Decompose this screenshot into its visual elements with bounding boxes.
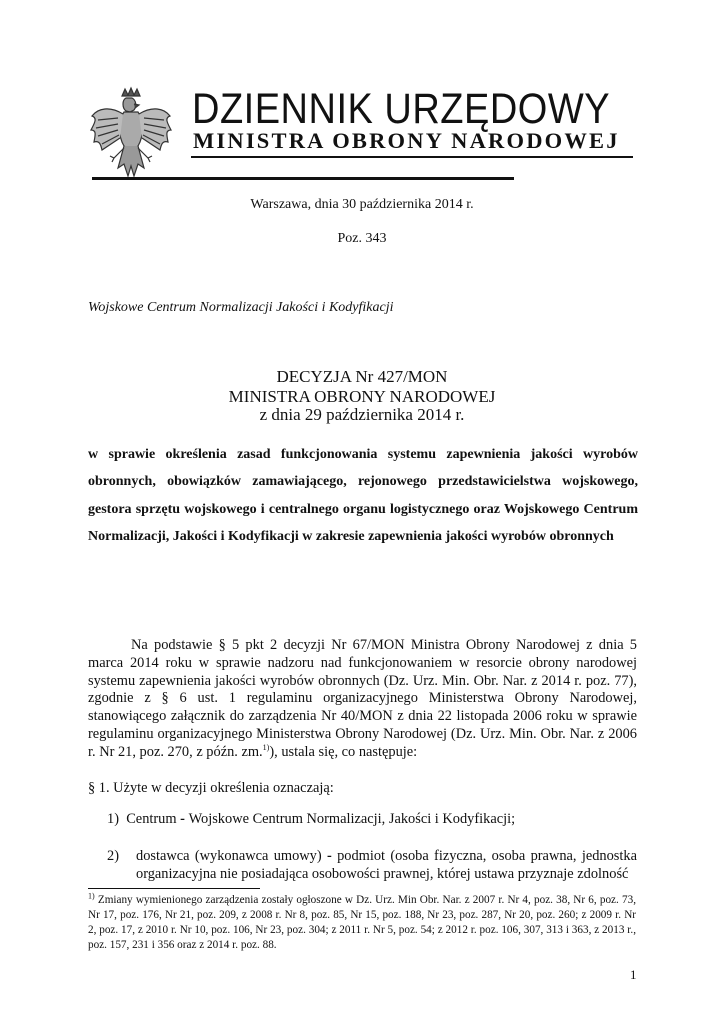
definition-item <box>107 848 637 884</box>
section-1-heading: § 1. Użyte w decyzji określenia oznaczają: <box>88 780 334 796</box>
legal-basis-text: Na podstawie § 5 pkt 2 decyzji Nr 67/MON Ministra Obrony Narodowej z dnia 5 marca 2014 roku w sprawie nadzoru nad funkcjonowaniem w resorcie obrony narodowej systemu zapewnienia jakości wyrobów obronnych (Dz. Urz. Min. Obr. Nar. z 2014 r. poz. 77), zgodnie z § 6 ust. 1 regulaminu organizacyjnego Ministerstwa Obrony Narodowej, stanowiącego załącznik do zarządzenia Nr 40/MON z dnia 22 listopada 2006 roku w sprawie regulaminu organizacyjnego Ministerstwa Obrony Narodowej (Dz. Urz. Min. Obr. Nar. z 2006 r. Nr 21, poz. 270, z późn. zm. <box>88 637 637 760</box>
header-divider <box>92 177 514 180</box>
polish-eagle-emblem-icon <box>88 86 174 182</box>
decision-subject: w sprawie określenia zasad funkcjonowania systemu zapewnienia jakości wyrobów obronnych, obowiązków zamawiającego, rejonowego przedstawicielstwa wojskowego, gestora sprzętu wojskowego i centralnego organu logistycznego oraz Wojskowego Centrum Normalizacji, Jakości i Kodyfikacji w zakresie zapewnienia jakości wyrobów obronnych <box>88 447 638 545</box>
item-number: 1) <box>107 811 119 827</box>
footnote-divider <box>88 888 260 889</box>
item-number: 2) <box>107 848 119 864</box>
footnote-reference: 1) <box>262 742 270 752</box>
definition-item <box>107 811 515 828</box>
legal-basis-paragraph <box>88 637 637 762</box>
decision-issuer: MINISTRA OBRONY NARODOWEJ <box>228 387 496 406</box>
footnote <box>88 893 636 953</box>
decision-number: DECYZJA Nr 427/MON <box>276 367 448 386</box>
item-term: Centrum <box>126 811 177 827</box>
masthead-divider <box>191 156 633 158</box>
legal-basis-ending: ), ustala się, co następuje: <box>269 743 418 760</box>
item-definition: Wojskowe Centrum Normalizacji, Jakości i Kodyfikacji; <box>188 811 516 827</box>
footnote-text: Zmiany wymienionego zarządzenia zostały ogłoszone w Dz. Urz. Min Obr. Nar. z 2007 r. Nr 4, poz. 38, Nr 6, poz. 73, Nr 17, poz. 176, Nr 21, poz. 209, z 2008 r. Nr 8, poz. 85, Nr 15, poz. 188, Nr 23, poz. 287, Nr 20, poz. 260; z 2009 r. Nr 2, poz. 17, z 2010 r. Nr 10, poz. 106, Nr 23, poz. 304; z 2011 r. Nr 5, poz. 54; z 2012 r. poz. 106, 307, 313 i 363, z 2013 r., poz. 157, 231 i 356 oraz z 2014 r. poz. 88. <box>88 894 636 951</box>
item-term: dostawca (wykonawca umowy) <box>136 848 322 864</box>
page-number: 1 <box>630 967 637 982</box>
masthead-title: DZIENNIK URZĘDOWY <box>192 86 611 134</box>
institution-name: Wojskowe Centrum Normalizacji Jakości i Kodyfikacji <box>88 300 394 315</box>
decision-date: z dnia 29 października 2014 r. <box>259 405 465 424</box>
item-dash: - <box>321 848 338 864</box>
masthead-subtitle: MINISTRA OBRONY NARODOWEJ <box>193 128 620 153</box>
item-definition: podmiot (osoba fizyczna, osoba prawna, jednostka organizacyjna nie posiadająca osobowości prawnej, której ustawa przyznaje zdolność <box>136 848 637 882</box>
place-date: Warszawa, dnia 30 października 2014 r. <box>250 197 474 212</box>
footnote-marker: 1) <box>88 891 95 901</box>
item-dash: - <box>176 811 189 827</box>
position-number: Poz. 343 <box>337 231 387 246</box>
